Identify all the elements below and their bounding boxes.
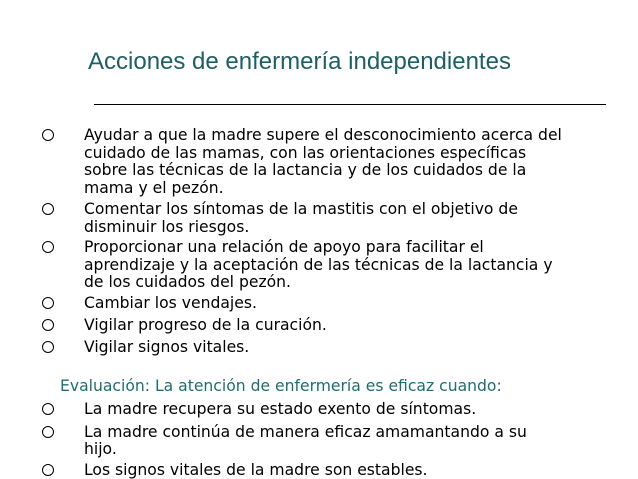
bullet-icon <box>42 403 54 415</box>
list-item-line: Vigilar signos vitales. <box>84 338 250 356</box>
list-item-line: aprendizaje y la aceptación de las técnicas de la lactancia y <box>84 256 553 274</box>
bullet-icon <box>42 464 54 476</box>
list-item-line: Ayudar a que la madre supere el desconocimiento acerca del <box>84 126 562 144</box>
list-item-line: La madre continúa de manera eficaz amamantando a su <box>84 423 527 441</box>
evaluation-heading: Evaluación: La atención de enfermería es eficaz cuando: <box>60 377 502 395</box>
list-item-line: Vigilar progreso de la curación. <box>84 316 327 334</box>
title-divider <box>94 104 606 105</box>
list-item-line: mama y el pezón. <box>84 179 224 197</box>
list-item-line: cuidado de las mamas, con las orientaciones específicas <box>84 144 527 162</box>
list-item-line: Los signos vitales de la madre son estables. <box>84 461 428 479</box>
list-item-line: sobre las técnicas de la lactancia y de los cuidados de la <box>84 161 527 179</box>
bullet-icon <box>42 241 54 253</box>
list-item-line: La madre recupera su estado exento de síntomas. <box>84 400 477 418</box>
list-item-line: Proporcionar una relación de apoyo para facilitar el <box>84 238 484 256</box>
bullet-icon <box>42 297 54 309</box>
bullet-icon <box>42 341 54 353</box>
bullet-icon <box>42 319 54 331</box>
slide-title: Acciones de enfermería independientes <box>88 48 511 75</box>
list-item-line: Comentar los síntomas de la mastitis con el objetivo de <box>84 200 518 218</box>
list-item-line: disminuir los riesgos. <box>84 218 250 236</box>
bullet-icon <box>42 129 54 141</box>
list-item-line: hijo. <box>84 440 117 458</box>
bullet-icon <box>42 426 54 438</box>
list-item-line: de los cuidados del pezón. <box>84 273 292 291</box>
bullet-icon <box>42 203 54 215</box>
list-item-line: Cambiar los vendajes. <box>84 294 257 312</box>
